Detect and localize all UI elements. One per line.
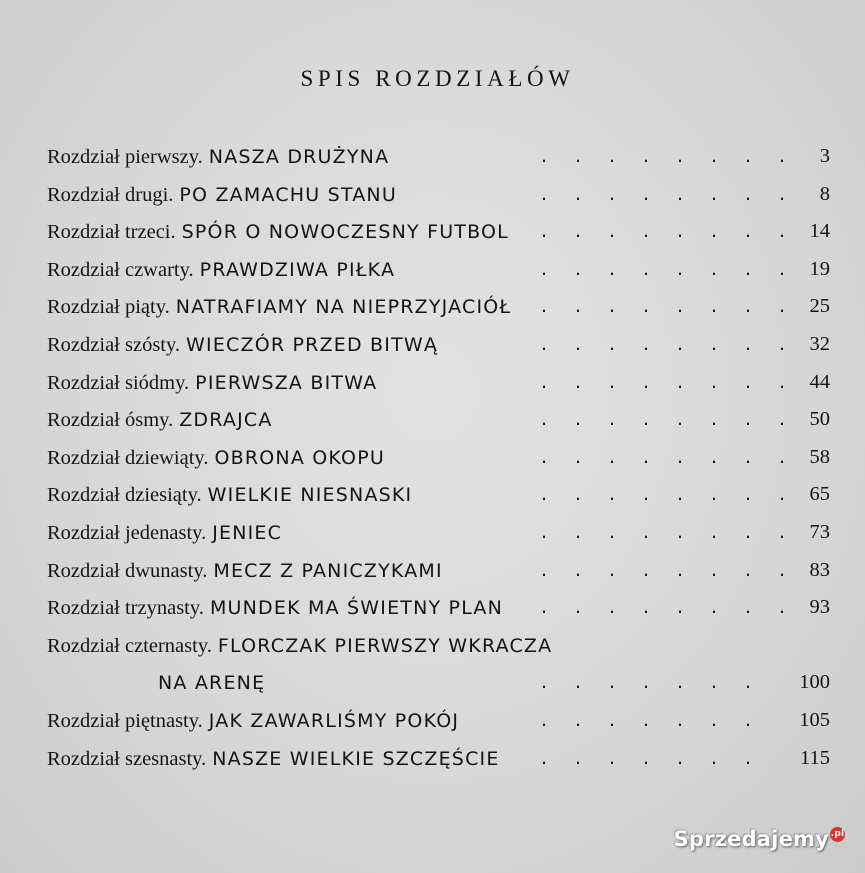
chapter-title: MUNDEK MA ŚWIETNY PLAN xyxy=(209,597,504,620)
page-number: 50 xyxy=(809,408,830,431)
dot-leader: . . . . . . . . xyxy=(540,558,786,581)
dot-leader: . . . . . . . xyxy=(540,746,752,769)
chapter-label: Rozdział dwunasty. xyxy=(47,559,208,582)
page-number: 65 xyxy=(809,483,830,506)
dot-leader: . . . . . . . . xyxy=(540,257,786,280)
page-number: 14 xyxy=(809,220,830,243)
page-title: SPIS ROZDZIAŁÓW xyxy=(300,66,575,91)
chapter-title: NASZA DRUŻYNA xyxy=(208,146,390,168)
toc-entry xyxy=(47,552,830,590)
dot-leader: . . . . . . . . xyxy=(540,220,786,243)
chapter-label: Rozdział dziesiąty. xyxy=(47,484,202,507)
page-number: 105 xyxy=(799,708,830,731)
chapter-label: Rozdział ósmy. xyxy=(47,409,174,432)
page-number: 58 xyxy=(809,445,830,468)
toc-entry xyxy=(47,514,830,552)
toc-entry xyxy=(47,176,830,214)
dot-leader: . . . . . . . . xyxy=(540,520,786,543)
toc-entry xyxy=(47,627,830,665)
chapter-title: PIERWSZA BITWA xyxy=(195,371,378,394)
toc-entry xyxy=(47,401,830,439)
chapter-label: Rozdział piętnasty. xyxy=(47,709,203,732)
chapter-label: Rozdział dziewiąty. xyxy=(47,446,209,469)
page-number: 115 xyxy=(800,746,830,769)
chapter-label: Rozdział siódmy. xyxy=(47,371,190,394)
toc-entry xyxy=(47,589,830,627)
dot-leader: . . . . . . . . xyxy=(540,332,786,355)
chapter-label: Rozdział piąty. xyxy=(47,296,170,319)
page-number: 93 xyxy=(809,596,830,619)
chapter-label: Rozdział jedenasty. xyxy=(47,521,207,544)
chapter-title: NA ARENĘ xyxy=(158,672,266,695)
page-number: 19 xyxy=(809,257,830,280)
chapter-title: SPÓR O NOWOCZESNY FUTBOL xyxy=(181,221,509,244)
toc-entry xyxy=(47,251,830,289)
dot-leader: . . . . . . . . xyxy=(540,145,786,167)
toc-entry-continuation xyxy=(47,664,830,702)
chapter-label: Rozdział czternasty. xyxy=(47,634,212,657)
chapter-title: FLORCZAK PIERWSZY WKRACZA xyxy=(217,634,553,657)
chapter-title: JAK ZAWARLIŚMY POKÓJ xyxy=(208,709,460,732)
chapter-title: NASZE WIELKIE SZCZĘŚCIE xyxy=(212,747,500,770)
page-number: 25 xyxy=(809,295,830,318)
dot-leader: . . . . . . . . xyxy=(540,483,786,506)
page-number: 8 xyxy=(819,182,830,205)
chapter-title: ZDRAJCA xyxy=(179,409,273,432)
toc-entry xyxy=(47,138,830,176)
page-number: 32 xyxy=(809,332,830,355)
chapter-title: NATRAFIAMY NA NIEPRZYJACIÓŁ xyxy=(175,296,512,319)
page-number: 44 xyxy=(809,370,830,393)
toc-entry xyxy=(47,439,830,477)
dot-leader: . . . . . . . xyxy=(540,708,752,731)
toc-entry xyxy=(47,288,830,326)
chapter-label: Rozdział szósty. xyxy=(47,333,181,356)
chapter-label: Rozdział trzynasty. xyxy=(47,597,204,620)
chapter-title: WIELKIE NIESNASKI xyxy=(207,484,413,507)
chapter-title: WIECZÓR PRZED BITWĄ xyxy=(186,333,439,356)
chapter-label: Rozdział trzeci. xyxy=(47,221,176,244)
page-number: 100 xyxy=(799,671,830,694)
chapter-label: Rozdział pierwszy. xyxy=(47,146,203,168)
toc-entry xyxy=(47,702,830,740)
toc-entry xyxy=(47,213,830,251)
dot-leader: . . . . . . . . xyxy=(540,596,786,619)
table-of-contents xyxy=(47,138,830,777)
page-number: 3 xyxy=(819,145,830,167)
dot-leader: . . . . . . . xyxy=(540,671,752,694)
chapter-title: PRAWDZIWA PIŁKA xyxy=(199,258,396,281)
watermark-tld: .pl xyxy=(830,827,845,842)
dot-leader: . . . . . . . . xyxy=(540,182,786,205)
chapter-label: Rozdział czwarty. xyxy=(47,258,194,281)
page-number: 73 xyxy=(809,520,830,543)
dot-leader: . . . . . . . . xyxy=(540,370,786,393)
watermark-logo xyxy=(674,827,845,851)
toc-entry xyxy=(47,476,830,514)
page-number: 83 xyxy=(809,558,830,581)
dot-leader: . . . . . . . . xyxy=(540,445,786,468)
chapter-label: Rozdział szesnasty. xyxy=(47,747,207,770)
chapter-label: Rozdział drugi. xyxy=(47,183,174,206)
toc-entry xyxy=(47,740,830,778)
chapter-title: OBRONA OKOPU xyxy=(214,446,385,469)
toc-entry xyxy=(47,364,830,402)
toc-entry xyxy=(47,326,830,364)
dot-leader: . . . . . . . . xyxy=(540,295,786,318)
dot-leader: . . . . . . . . xyxy=(540,408,786,431)
chapter-title: MECZ Z PANICZYKAMI xyxy=(213,559,443,582)
chapter-title: PO ZAMACHU STANU xyxy=(179,183,397,206)
watermark-text: Sprzedajemy xyxy=(673,827,829,851)
chapter-title: JENIEC xyxy=(212,521,283,544)
